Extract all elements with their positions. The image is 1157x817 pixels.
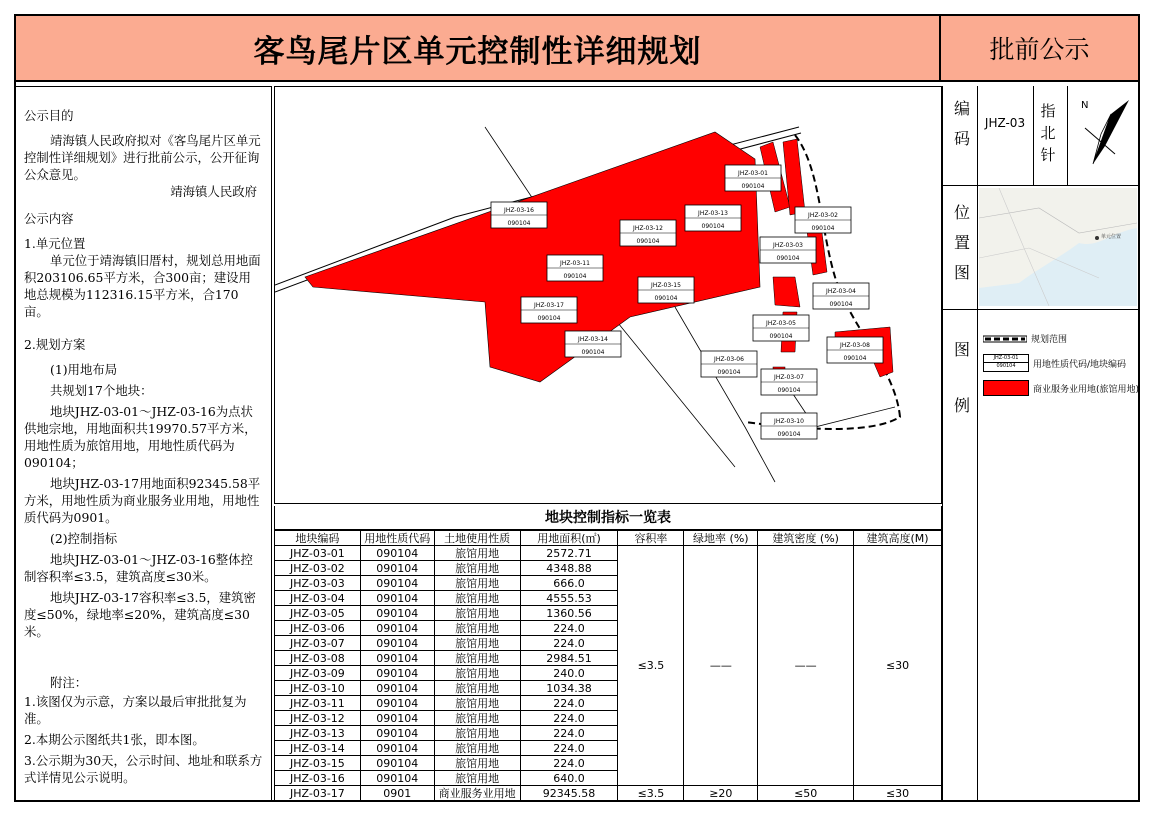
land-use-a: 地块JHZ-03-01～JHZ-03-16为点状供地宗地，用地面积共19970.57平方米，用地性质为旅馆用地，用地性质代码为090104； — [24, 404, 257, 470]
notice-panel — [16, 86, 272, 800]
svg-text:090104: 090104 — [741, 183, 765, 190]
svg-text:JHZ-03-07: JHZ-03-07 — [774, 374, 804, 381]
density-group-cell: —— — [758, 546, 854, 786]
table-cell: JHZ-03-06 — [275, 621, 361, 636]
legend-commercial: 商业服务业用地(旅馆用地) — [983, 380, 1139, 396]
table-cell: 090104 — [360, 681, 434, 696]
plan-map-drawing — [275, 87, 942, 504]
table-cell: JHZ-03-10 — [275, 681, 361, 696]
svg-text:090104: 090104 — [701, 223, 725, 230]
control-heading: (2)控制指标 — [50, 531, 118, 546]
plan-map — [274, 86, 942, 504]
svg-text:JHZ-03-14: JHZ-03-14 — [578, 336, 608, 343]
table-cell: 1034.38 — [520, 681, 618, 696]
table-cell: JHZ-03-11 — [275, 696, 361, 711]
table-cell: JHZ-03-13 — [275, 726, 361, 741]
table-cell: 090104 — [360, 651, 434, 666]
table-cell: 旅馆用地 — [434, 561, 520, 576]
table-cell: JHZ-03-16 — [275, 771, 361, 786]
table-cell: JHZ-03-12 — [275, 711, 361, 726]
table-cell: ≤3.5 — [618, 786, 684, 801]
table-cell: 640.0 — [520, 771, 618, 786]
parcel-label — [760, 237, 816, 263]
table-cell: JHZ-03-09 — [275, 666, 361, 681]
parcel-area — [773, 277, 800, 307]
table-cell: 090104 — [360, 591, 434, 606]
table-header-cell: 绿地率 (%) — [684, 531, 758, 546]
svg-text:JHZ-03-04: JHZ-03-04 — [826, 288, 856, 295]
svg-text:JHZ-03-03: JHZ-03-03 — [773, 242, 803, 249]
parcel-code-sample: JHZ-03-01 090104 — [983, 354, 1029, 372]
table-cell: 224.0 — [520, 726, 618, 741]
svg-text:090104: 090104 — [769, 333, 793, 340]
table-cell: 旅馆用地 — [434, 606, 520, 621]
code-section — [943, 86, 1139, 186]
content-heading: 公示内容 — [24, 211, 74, 226]
table-cell: 旅馆用地 — [434, 651, 520, 666]
svg-text:N: N — [1081, 100, 1089, 111]
table-cell: JHZ-03-08 — [275, 651, 361, 666]
parcel-label — [761, 369, 817, 395]
parcel-label — [521, 297, 577, 323]
height-group-cell: ≤30 — [854, 546, 942, 786]
land-use-b: 地块JHZ-03-17用地面积92345.58平方米，用地性质为商业服务业用地，用地性质代码为0901。 — [24, 476, 261, 525]
table-cell: 旅馆用地 — [434, 726, 520, 741]
svg-text:090104: 090104 — [581, 349, 605, 356]
table-header-cell: 土地使用性质 — [434, 531, 520, 546]
svg-text:JHZ-03-16: JHZ-03-16 — [504, 207, 534, 214]
notes-heading: 附注： — [50, 675, 88, 690]
svg-text:090104: 090104 — [777, 387, 801, 394]
table-header-cell: 容积率 — [618, 531, 684, 546]
table-cell: JHZ-03-02 — [275, 561, 361, 576]
table-header-cell: 用地面积(㎡) — [520, 531, 618, 546]
table-header-cell: 用地性质代码 — [360, 531, 434, 546]
svg-text:JHZ-03-08: JHZ-03-08 — [840, 342, 870, 349]
svg-text:JHZ-03-01: JHZ-03-01 — [738, 170, 768, 177]
svg-text:090104: 090104 — [776, 255, 800, 262]
svg-text:090104: 090104 — [829, 301, 853, 308]
parcel-label — [547, 255, 603, 281]
table-cell: 224.0 — [520, 756, 618, 771]
purpose-heading: 公示目的 — [24, 108, 74, 123]
svg-text:JHZ-03-02: JHZ-03-02 — [808, 212, 838, 219]
green-group-cell: —— — [684, 546, 758, 786]
parcel-label — [638, 277, 694, 303]
table-cell: ≤50 — [758, 786, 854, 801]
table-cell: JHZ-03-17 — [275, 786, 361, 801]
table-cell: 旅馆用地 — [434, 666, 520, 681]
svg-text:090104: 090104 — [777, 431, 801, 438]
control-a: 地块JHZ-03-01～JHZ-03-16整体控制容积率≤3.5，建筑高度≤30米。 — [24, 552, 253, 584]
table-cell: 224.0 — [520, 696, 618, 711]
table-cell: 旅馆用地 — [434, 741, 520, 756]
parcel-label — [725, 165, 781, 191]
table-cell: 090104 — [360, 606, 434, 621]
legend-parcel-code: JHZ-03-01 090104 用地性质代码/地块编码 — [983, 354, 1126, 372]
table-cell: 旅馆用地 — [434, 591, 520, 606]
location-map — [979, 188, 1137, 306]
parcel-label — [701, 351, 757, 377]
parcel-label — [753, 315, 809, 341]
note-3: 3.公示期为30天，公示时间、地址和联系方式详情见公示说明。 — [24, 753, 263, 785]
table-cell: 090104 — [360, 696, 434, 711]
table-row — [275, 786, 942, 801]
table-header-cell: 地块编码 — [275, 531, 361, 546]
svg-text:JHZ-03-13: JHZ-03-13 — [698, 210, 728, 217]
table-cell: 224.0 — [520, 711, 618, 726]
table-cell: 224.0 — [520, 621, 618, 636]
table-cell: JHZ-03-14 — [275, 741, 361, 756]
code-value: JHZ-03 — [984, 116, 1026, 130]
table-cell: 4348.88 — [520, 561, 618, 576]
svg-text:090104: 090104 — [507, 220, 531, 227]
parcel-label — [620, 220, 676, 246]
parcel-label — [491, 202, 547, 228]
table-header-cell: 建筑高度(M) — [854, 531, 942, 546]
table-row — [275, 546, 942, 561]
table-cell: 旅馆用地 — [434, 756, 520, 771]
side-panel — [942, 86, 1138, 800]
parcel-label — [685, 205, 741, 231]
table-cell: 090104 — [360, 771, 434, 786]
land-use-total: 共规划17个地块： — [50, 383, 153, 398]
north-arrow-icon — [1071, 94, 1135, 178]
page-title: 客鸟尾片区单元控制性详细规划 — [16, 16, 941, 82]
legend-label: 图例 — [953, 340, 970, 415]
table-cell: 224.0 — [520, 636, 618, 651]
svg-text:JHZ-03-17: JHZ-03-17 — [534, 302, 564, 309]
table-cell: 旅馆用地 — [434, 771, 520, 786]
table-cell: JHZ-03-01 — [275, 546, 361, 561]
table-cell: 2572.71 — [520, 546, 618, 561]
svg-text:090104: 090104 — [636, 238, 660, 245]
svg-text:单元位置: 单元位置 — [1101, 234, 1122, 240]
table-cell: JHZ-03-07 — [275, 636, 361, 651]
table-cell: 商业服务业用地 — [434, 786, 520, 801]
table-cell: 090104 — [360, 756, 434, 771]
table-cell: 92345.58 — [520, 786, 618, 801]
signature: 靖海镇人民政府 — [170, 184, 257, 199]
parcel-label — [565, 331, 621, 357]
table-cell: 旅馆用地 — [434, 636, 520, 651]
table-cell: 090104 — [360, 561, 434, 576]
table-cell: 090104 — [360, 726, 434, 741]
parcel-17-area — [305, 132, 760, 382]
note-1: 1.该图仅为示意，方案以最后审批批复为准。 — [24, 694, 247, 726]
table-cell: 旅馆用地 — [434, 546, 520, 561]
svg-text:JHZ-03-10: JHZ-03-10 — [774, 418, 804, 425]
table-cell: JHZ-03-04 — [275, 591, 361, 606]
location-text: 单元位于靖海镇旧厝村，规划总用地面积203106.65平方米，合300亩；建设用地总规模为112316.15平方米，合170亩。 — [24, 253, 261, 319]
parcel-label — [827, 337, 883, 363]
table-cell: ≤30 — [854, 786, 942, 801]
table-cell: 4555.53 — [520, 591, 618, 606]
legend-boundary: 规划范围 — [983, 332, 1067, 345]
table-cell: ≥20 — [684, 786, 758, 801]
svg-text:090104: 090104 — [717, 369, 741, 376]
table-cell: 旅馆用地 — [434, 681, 520, 696]
location-heading: 1.单元位置 — [24, 236, 86, 251]
table-cell: 666.0 — [520, 576, 618, 591]
parcel-label — [795, 207, 851, 233]
svg-text:JHZ-03-06: JHZ-03-06 — [714, 356, 744, 363]
table-cell: 旅馆用地 — [434, 711, 520, 726]
table-cell: JHZ-03-05 — [275, 606, 361, 621]
far-group-cell: ≤3.5 — [618, 546, 684, 786]
north-label: 指北针 — [1040, 102, 1056, 164]
table-cell: 090104 — [360, 711, 434, 726]
legend-section — [943, 310, 1139, 800]
table-header-cell: 建筑密度 (%) — [758, 531, 854, 546]
svg-text:JHZ-03-12: JHZ-03-12 — [633, 225, 663, 232]
table-cell: 240.0 — [520, 666, 618, 681]
table-cell: 1360.56 — [520, 606, 618, 621]
svg-text:090104: 090104 — [654, 295, 678, 302]
code-label: 编码 — [953, 99, 970, 148]
table-cell: 旅馆用地 — [434, 696, 520, 711]
table-cell: 090104 — [360, 666, 434, 681]
location-section — [943, 186, 1139, 310]
location-label: 位置图 — [953, 203, 970, 282]
table-cell: 旅馆用地 — [434, 576, 520, 591]
table-cell: 2984.51 — [520, 651, 618, 666]
table-cell: 224.0 — [520, 741, 618, 756]
parcel-label — [761, 413, 817, 439]
svg-text:090104: 090104 — [563, 273, 587, 280]
table-cell: 090104 — [360, 546, 434, 561]
table-title: 地块控制指标一览表 — [274, 506, 942, 530]
svg-text:JHZ-03-05: JHZ-03-05 — [766, 320, 796, 327]
parcel-label — [813, 283, 869, 309]
table-header-row — [275, 531, 942, 546]
land-use-heading: (1)用地布局 — [50, 362, 118, 377]
table-cell: 0901 — [360, 786, 434, 801]
table-cell: 090104 — [360, 636, 434, 651]
table-cell: 090104 — [360, 576, 434, 591]
svg-text:JHZ-03-15: JHZ-03-15 — [651, 282, 681, 289]
red-fill-swatch — [983, 380, 1029, 396]
control-b: 地块JHZ-03-17容积率≤3.5，建筑密度≤50%，绿地率≤20%，建筑高度≤30米。 — [24, 590, 256, 639]
table-cell: JHZ-03-15 — [275, 756, 361, 771]
plan-heading: 2.规划方案 — [24, 337, 86, 352]
purpose-text: 靖海镇人民政府拟对《客鸟尾片区单元控制性详细规划》进行批前公示，公开征询公众意见。 — [24, 133, 261, 182]
table-cell: JHZ-03-03 — [275, 576, 361, 591]
dashed-boundary-icon — [983, 334, 1027, 344]
svg-text:090104: 090104 — [843, 355, 867, 362]
table-cell: 旅馆用地 — [434, 621, 520, 636]
svg-text:090104: 090104 — [811, 225, 835, 232]
status-badge: 批前公示 — [941, 16, 1138, 82]
svg-text:JHZ-03-11: JHZ-03-11 — [560, 260, 590, 267]
control-index-table — [274, 530, 942, 801]
table-cell: 090104 — [360, 621, 434, 636]
svg-text:090104: 090104 — [537, 315, 561, 322]
note-2: 2.本期公示图纸共1张，即本图。 — [24, 732, 205, 747]
table-cell: 090104 — [360, 741, 434, 756]
